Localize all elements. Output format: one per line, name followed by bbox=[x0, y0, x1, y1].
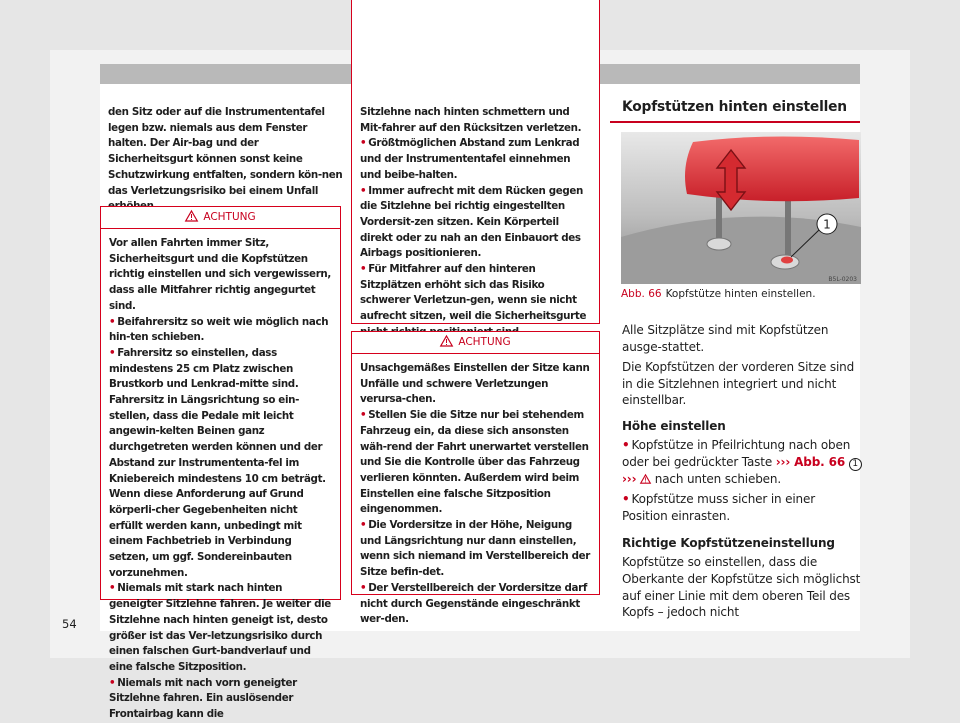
subheading: Richtige Kopfstützeneinstellung bbox=[622, 536, 835, 551]
warning-box-continued bbox=[351, 0, 600, 324]
list-item: • Fahrersitz so einstellen, dass mindestens 25 cm Platz zwischen Brustkorb und Lenkrad-mitte sind. Fahrersitz in Längsrichtung so ein-stellen, dass die Pedale mit leicht angewin-kelten Beinen ganz durchgetreten werden können und der Abstand zur Instrumententa-fel im Kniebereich mindestens 10 cm beträgt. Wenn diese Anforderung auf Grund körperli-cher Gegebenheiten nicht erfüllt werden kann, unbedingt mit einem Fachbetrieb in Verbindung setzen, um ggf. Sondereinbauten vorzunehmen. bbox=[109, 346, 326, 579]
figure-caption bbox=[621, 287, 861, 301]
warning-box bbox=[351, 331, 600, 626]
paragraph: Die Kopfstützen der vorderen Sitze sind in die Sitzlehnen integriert und nicht einstellbar. bbox=[622, 360, 855, 408]
warning-triangle-icon bbox=[440, 335, 453, 347]
list-item: • Kopfstütze muss sicher in einer Position einrasten. bbox=[622, 492, 816, 523]
section-heading: Kopfstützen hinten einstellen bbox=[622, 99, 847, 115]
warning-title: ACHTUNG bbox=[458, 336, 511, 348]
caption-label: Abb. 66 bbox=[621, 288, 662, 300]
body-text bbox=[622, 322, 862, 621]
warning-body bbox=[352, 0, 599, 341]
headrest-illustration bbox=[621, 132, 861, 284]
warning-intro: Unsachgemäßes Einstellen der Sitze kann Unfälle und schwere Verletzungen verursa-chen. bbox=[360, 362, 590, 406]
caption-text: Kopfstütze hinten einstellen. bbox=[665, 288, 816, 300]
figure-callout: 1 bbox=[823, 217, 831, 232]
list-item: • Stellen Sie die Sitze nur bei stehendem Fahrzeug ein, da diese sich ansonsten wäh-rend der Fahrt unerwartet verstellen und Sie die Kontrolle über das Fahrzeug verlieren könnten. Außerdem wird beim Einstellen eine falsche Sitzposition eingenommen. bbox=[360, 409, 589, 516]
headrest-figure bbox=[621, 132, 861, 284]
page-content bbox=[100, 84, 861, 721]
column-right bbox=[610, 84, 861, 620]
warning-link-arrows[interactable]: ››› bbox=[622, 471, 637, 486]
list-item: • Der Verstellbereich der Vordersitze darf nicht durch Gegenstände eingeschränkt wer-den. bbox=[360, 581, 587, 626]
paragraph: Alle Sitzplätze sind mit Kopfstützen ausge-stattet. bbox=[622, 323, 829, 354]
figure-code: B5L-0203 bbox=[828, 276, 857, 283]
warning-triangle-icon bbox=[640, 474, 651, 484]
list-item: • Niemals mit stark nach hinten geneigter Sitzlehne fahren. Je weiter die Sitzlehne nach hinten geneigt ist, desto größer ist das Ver-letzungsrisiko durch einen falschen Gurt-bandverlauf und eine falsche Sitzposition. bbox=[109, 582, 331, 673]
paragraph: Kopfstütze so einstellen, dass die Oberkante der Kopfstütze sich möglichst auf einer Linie mit dem oberen Teil des Kopfs – jedoch nicht bbox=[622, 555, 861, 620]
continuation-text: Sitzlehne nach hinten schmettern und Mit-fahrer auf den Rücksitzen verletzen. bbox=[360, 106, 582, 134]
warning-body bbox=[101, 229, 340, 723]
list-item: • Kopfstütze in Pfeilrichtung nach oben oder bei gedrückter Taste ››› Abb. 66 1 ››› nach unten schieben. bbox=[622, 437, 862, 487]
figure-link[interactable]: ››› Abb. 66 bbox=[775, 454, 846, 469]
list-item: • Die Vordersitze in der Höhe, Neigung und Längsrichtung nur dann einstellen, wenn sich niemand im Verstellbereich der Sitze befin-det. bbox=[360, 519, 591, 579]
warning-body bbox=[352, 354, 599, 628]
warning-intro: Vor allen Fahrten immer Sitz, Sicherheitsgurt und die Kopfstützen richtig einstellen und sich vergewissern, dass alle Mitfahrer richtig angegurtet sind. bbox=[109, 237, 331, 312]
warning-box bbox=[100, 206, 341, 721]
list-item: • Größtmöglichen Abstand zum Lenkrad und der Instrumententafel einnehmen und beibe-halten. bbox=[360, 137, 580, 181]
list-item: • Für Mitfahrer auf den hinteren Sitzplätzen erhöht sich das Risiko schwerer Verletzun-gen, wenn sie nicht aufrecht sitzen, weil die Sicherheitsgurte bbox=[360, 263, 587, 323]
intro-paragraph: den Sitz oder auf die Instrumententafel legen bzw. niemals aus dem Fenster halten. Der Air-bag und der Sicherheitsgurt können sonst keine Schutzwirkung entfalten, sondern kön-nen das Verletzungsrisiko bei einem Unfall bbox=[108, 106, 343, 197]
heading-rule bbox=[610, 121, 860, 123]
subheading: Höhe einstellen bbox=[622, 418, 726, 433]
list-item: • Niemals mit nach vorn geneigter Sitzlehne fahren. Ein auslösender Frontairbag kann die bbox=[109, 676, 297, 721]
warning-header bbox=[352, 332, 599, 354]
warning-header bbox=[101, 207, 340, 229]
list-item: • Immer aufrecht mit dem Rücken gegen die Sitzlehne bei richtig eingestellten Vordersit-zen sitzen. Kein Körperteil direkt oder zu nah an den Einbauort des Airbags positionieren. bbox=[360, 184, 583, 260]
warning-triangle-icon bbox=[185, 210, 198, 222]
list-item: • Beifahrersitz so weit wie möglich nach hin-ten schieben. bbox=[109, 315, 329, 344]
page-number: 54 bbox=[62, 617, 77, 631]
callout-number: 1 bbox=[849, 458, 862, 471]
warning-title: ACHTUNG bbox=[203, 211, 256, 223]
